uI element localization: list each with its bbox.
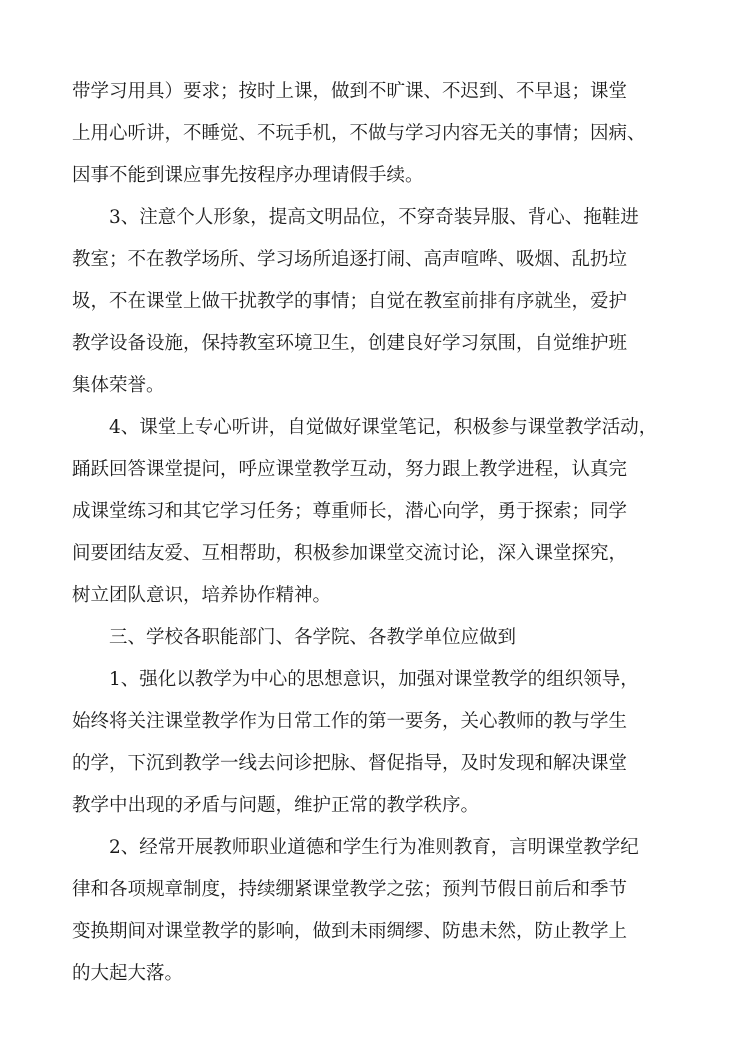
- text-line-15: 1、强化以教学为中心的思想意识，加强对课堂教学的组织领导，: [109, 669, 639, 690]
- text-line-19: 2、经常开展教师职业道德和学生行为准则教育，言明课堂教学纪: [109, 837, 639, 858]
- text-line-7: 教学设备设施，保持教室环境卫生，创建良好学习氛围，自觉维护班: [72, 333, 628, 354]
- text-line-13: 树立团队意识，培养协作精神。: [72, 585, 332, 606]
- text-line-22: 的大起大落。: [72, 963, 184, 984]
- section-heading: 三、学校各职能部门、各学院、各教学单位应做到: [109, 627, 517, 648]
- text-line-4: 3、注意个人形象，提高文明品位，不穿奇装异服、背心、拖鞋进: [109, 207, 639, 228]
- text-line-11: 成课堂练习和其它学习任务；尊重师长，潜心向学，勇于探索；同学: [72, 501, 628, 522]
- text-line-9: 4、课堂上专心听讲，自觉做好课堂笔记，积极参与课堂教学活动，: [109, 417, 658, 438]
- text-line-18: 教学中出现的矛盾与问题，维护正常的教学秩序。: [72, 795, 480, 816]
- text-line-10: 踊跃回答课堂提问，呼应课堂教学互动，努力跟上教学进程，认真完: [72, 459, 628, 480]
- text-line-8: 集体荣誉。: [72, 375, 165, 396]
- text-line-17: 的学，下沉到教学一线去问诊把脉、督促指导，及时发现和解决课堂: [72, 753, 628, 774]
- text-line-12: 间要团结友爱、互相帮助，积极参加课堂交流讨论，深入课堂探究，: [72, 543, 628, 564]
- text-line-20: 律和各项规章制度，持续绷紧课堂教学之弦；预判节假日前后和季节: [72, 879, 628, 900]
- text-line-1: 带学习用具）要求；按时上课，做到不旷课、不迟到、不早退；课堂: [72, 81, 628, 102]
- text-line-5: 教室；不在教学场所、学习场所追逐打闹、高声喧哗、吸烟、乱扔垃: [72, 249, 628, 270]
- text-line-16: 始终将关注课堂教学作为日常工作的第一要务，关心教师的教与学生: [72, 711, 628, 732]
- text-line-21: 变换期间对课堂教学的影响，做到未雨绸缪、防患未然，防止教学上: [72, 921, 628, 942]
- text-line-3: 因事不能到课应事先按程序办理请假手续。: [72, 165, 424, 186]
- text-line-2: 上用心听讲，不睡觉、不玩手机，不做与学习内容无关的事情；因病、: [72, 123, 646, 144]
- text-line-6: 圾，不在课堂上做干扰教学的事情；自觉在教室前排有序就坐，爱护: [72, 291, 628, 312]
